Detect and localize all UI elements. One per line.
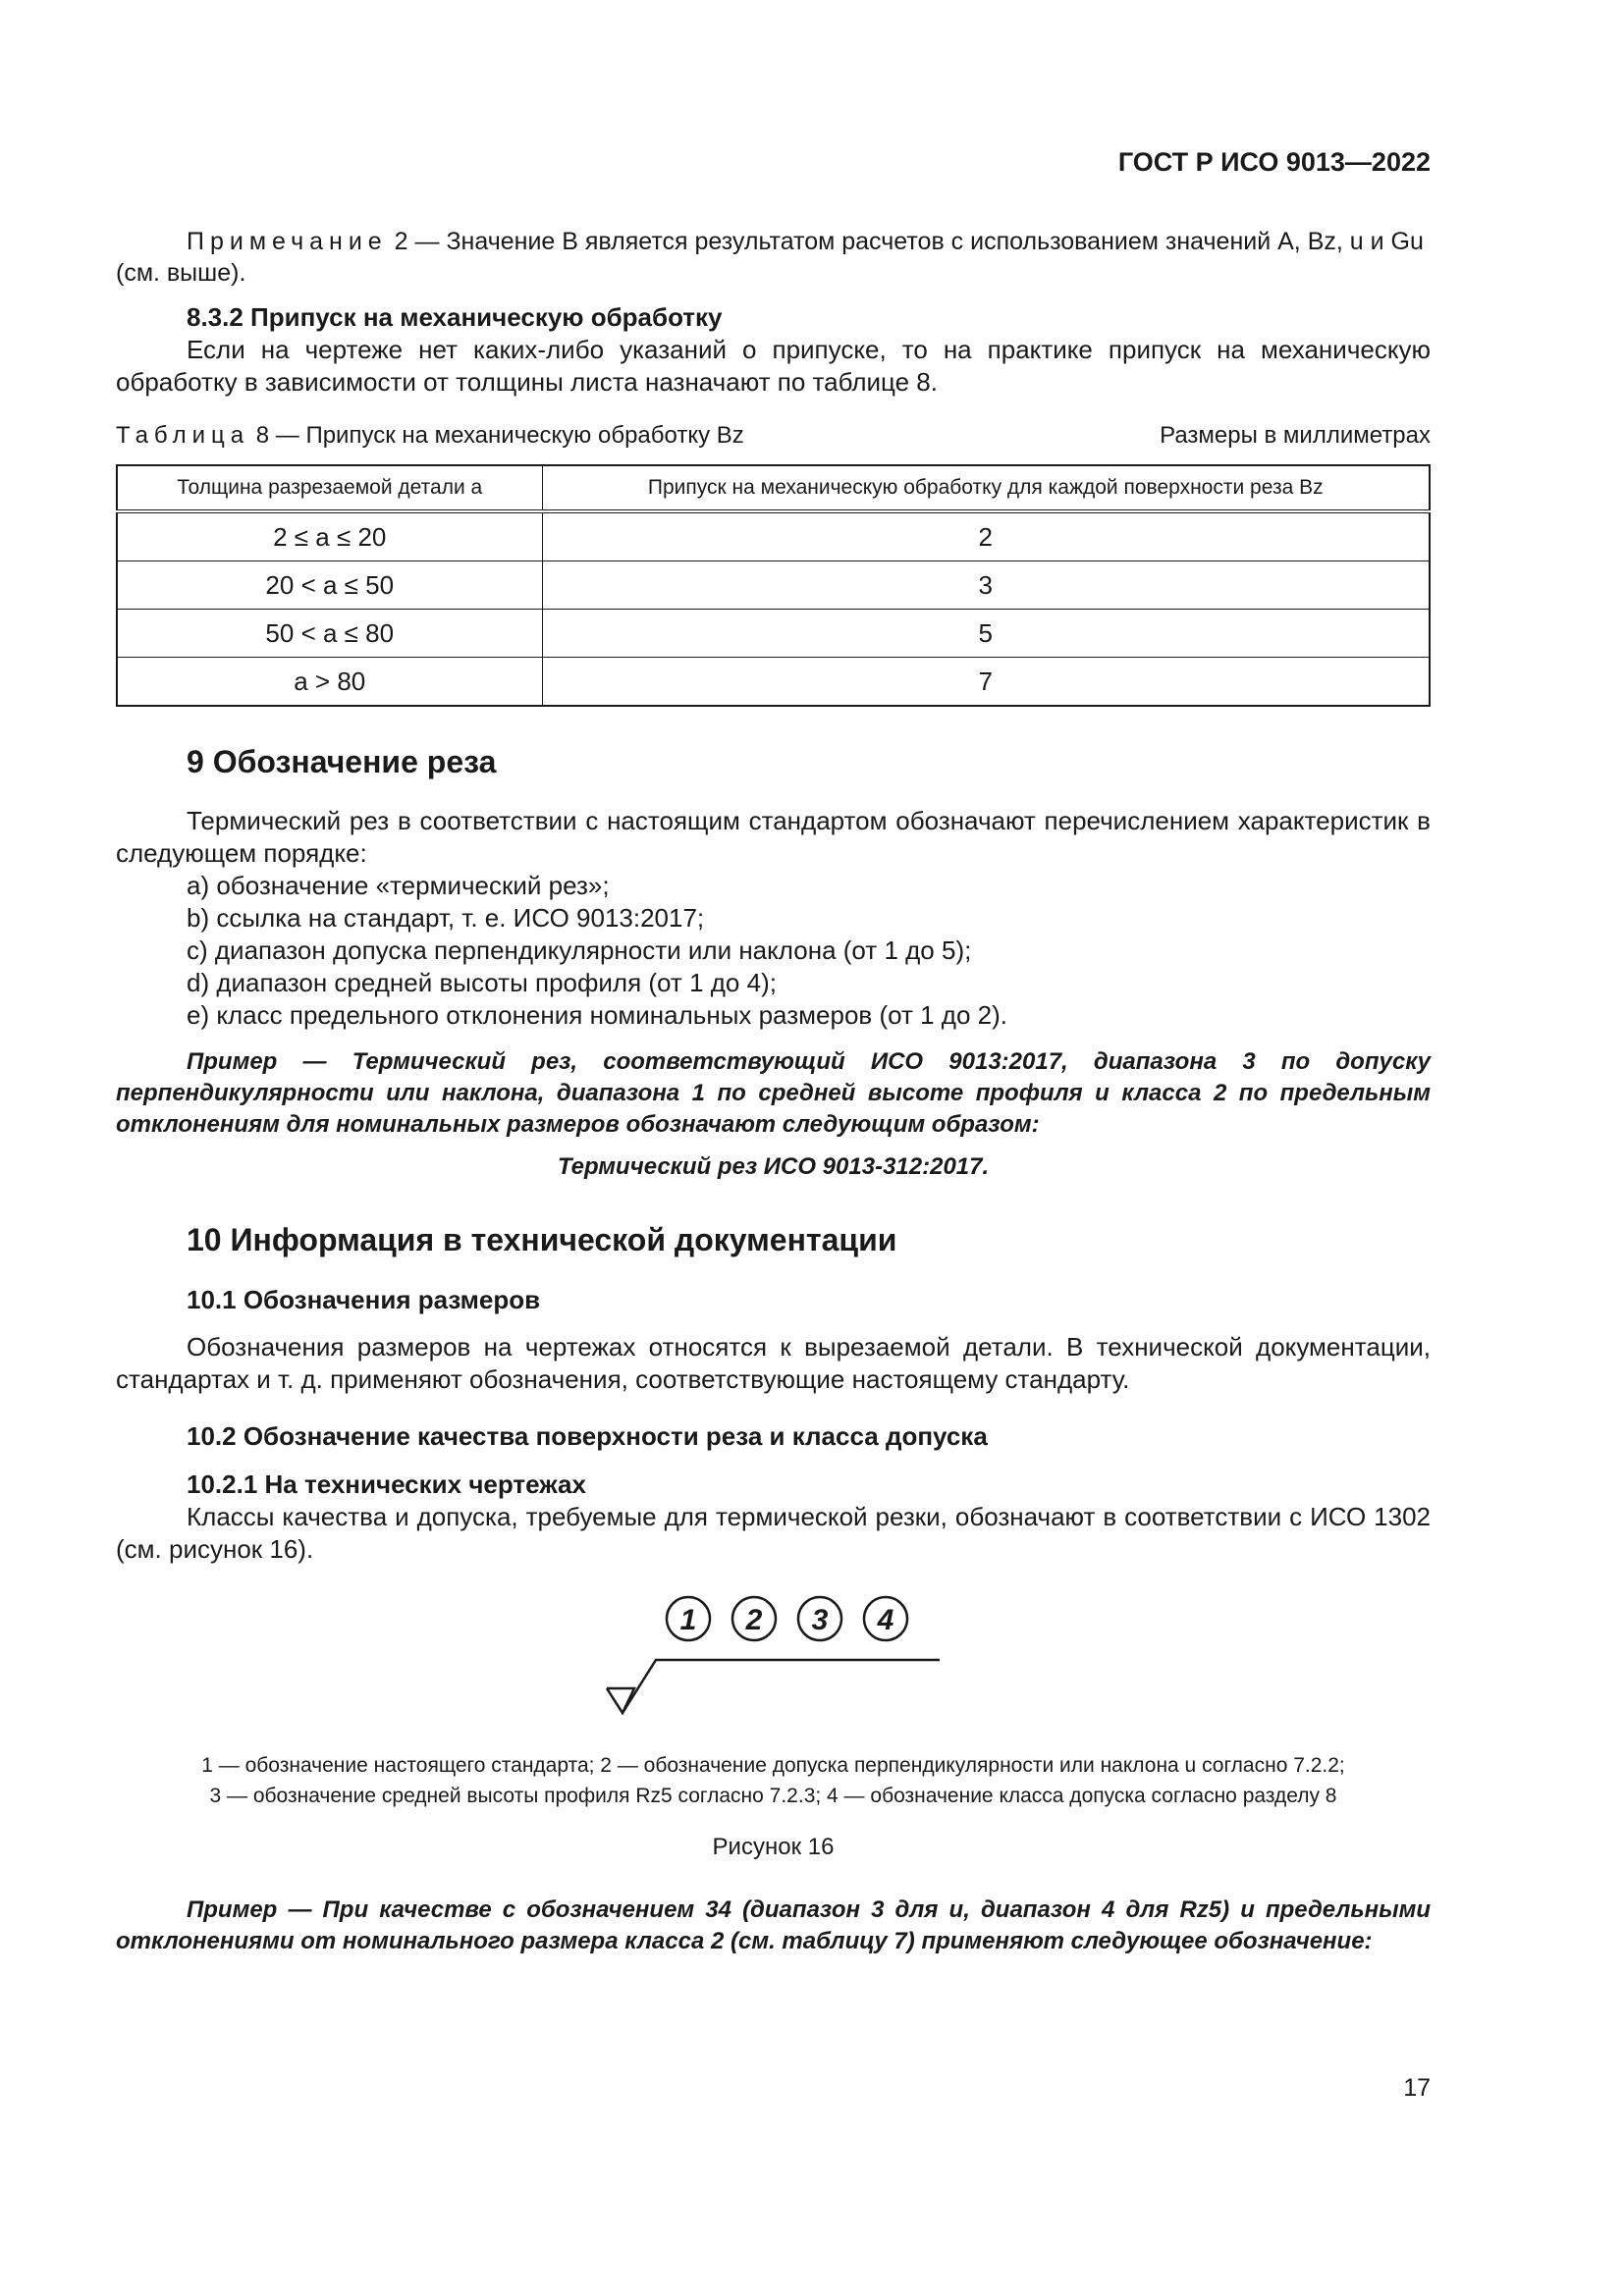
figure-caption: Рисунок 16: [712, 1834, 835, 1860]
list-item: c) диапазон допуска перпендикулярности или наклона (от 1 до 5);: [187, 935, 972, 965]
list-item: a) обозначение «термический рез»;: [187, 871, 610, 900]
table-cell-range: 20 < a ≤ 50: [117, 561, 542, 610]
note-text: 2 — Значение B является результатом расчетов с использованием значений A, Bz, u и Gu: [387, 228, 1424, 255]
table-label: Таблица: [116, 422, 250, 449]
section-10-1-paragraph: Обозначения размеров на чертежах относятся к вырезаемой детали. В технической документации, стандартах и т. д. применяют обозначения, соответствующие настоящему стандарту.: [116, 1332, 1431, 1394]
table-col-allowance: Припуск на механическую обработку для каждой поверхности реза Bz: [542, 465, 1430, 511]
table-units: Размеры в миллиметрах: [1160, 422, 1431, 449]
example-2: Пример — При качестве с обозначением 34 (диапазон 3 для u, диапазон 4 для Rz5) и предельными отклонениями от номинального размера класса 2 (см. таблицу 7) применяют следующее обозначение:: [116, 1896, 1431, 1954]
example-designation: Термический рез ИСО 9013-312:2017.: [557, 1153, 990, 1180]
section-9-title: 9 Обозначение реза: [187, 744, 497, 779]
section-8-3-2-paragraph: Если на чертеже нет каких-либо указаний о припуске, то на практике припуск на механическую обработку в зависимости от толщины листа назначают по таблице 8.: [116, 335, 1431, 397]
section-10-2-1-paragraph: Классы качества и допуска, требуемые для термической резки, обозначают в соответствии с ИСО 1302 (см. рисунок 16).: [116, 1502, 1431, 1564]
callout-3-number: 3: [811, 1604, 829, 1636]
table-row: [117, 658, 1430, 707]
table-cell-range: 50 < a ≤ 80: [117, 610, 542, 658]
surface-symbol-line: [623, 1660, 940, 1713]
page-number: 17: [1403, 2074, 1431, 2102]
note-2: [187, 226, 1431, 258]
table-cell-allowance: 3: [542, 561, 1430, 610]
standard-header: ГОСТ Р ИСО 9013—2022: [1117, 147, 1431, 177]
section-9-paragraph: Термический рез в соответствии с настоящим стандартом обозначают перечислением характеристик в следующем порядке:: [116, 806, 1431, 868]
table-cell-allowance: 2: [542, 511, 1430, 561]
example-1: Пример — Термический рез, соответствующий ИСО 9013:2017, диапазона 3 по допуску перпендикулярности или наклона, диапазона 1 по средней высоте профиля и класса 2 по предельным отклонениям для номинальных размеров обозначают следующим образом:: [116, 1048, 1431, 1138]
figure-16-symbol: [589, 1585, 962, 1718]
table-row: [117, 511, 1430, 561]
table-header-row: [117, 465, 1430, 511]
table-cell-range: 2 ≤ a ≤ 20: [117, 511, 542, 561]
table-cell-allowance: 5: [542, 610, 1430, 658]
callout-1-number: 1: [679, 1604, 697, 1636]
list-item: e) класс предельного отклонения номинальных размеров (от 1 до 2).: [187, 1000, 1007, 1030]
section-10-2-1-title: 10.2.1 На технических чертежах: [187, 1469, 586, 1499]
note-label: Примечание: [187, 228, 388, 255]
figure-legend-line-1: 1 — обозначение настоящего стандарта; 2 — обозначение допуска перпендикулярности или наклона u согласно 7.2.2;: [201, 1754, 1345, 1777]
callout-2-number: 2: [745, 1604, 763, 1636]
list-item: d) диапазон средней высоты профиля (от 1 до 4);: [187, 968, 777, 997]
note-2-continuation: (см. выше).: [116, 259, 246, 287]
table-row: [117, 561, 1430, 610]
table-cell-allowance: 7: [542, 658, 1430, 707]
figure-legend-line-2: 3 — обозначение средней высоты профиля Rz5 согласно 7.2.3; 4 — обозначение класса допуска согласно разделу 8: [209, 1785, 1337, 1807]
table-cell-range: a > 80: [117, 658, 542, 707]
callout-4-number: 4: [877, 1604, 894, 1636]
table-8: [116, 464, 1431, 707]
section-10-2-title: 10.2 Обозначение качества поверхности реза и класса допуска: [187, 1421, 988, 1451]
section-10-title: 10 Информация в технической документации: [187, 1222, 897, 1257]
table-col-thickness: Толщина разрезаемой детали a: [117, 465, 542, 511]
section-8-3-2-title: 8.3.2 Припуск на механическую обработку: [187, 302, 723, 332]
table-row: [117, 610, 1430, 658]
section-10-1-title: 10.1 Обозначения размеров: [187, 1285, 541, 1314]
list-item: b) ссылка на стандарт, т. е. ИСО 9013:2017;: [187, 903, 705, 933]
table-caption-text: 8 — Припуск на механическую обработку Bz: [249, 422, 744, 449]
